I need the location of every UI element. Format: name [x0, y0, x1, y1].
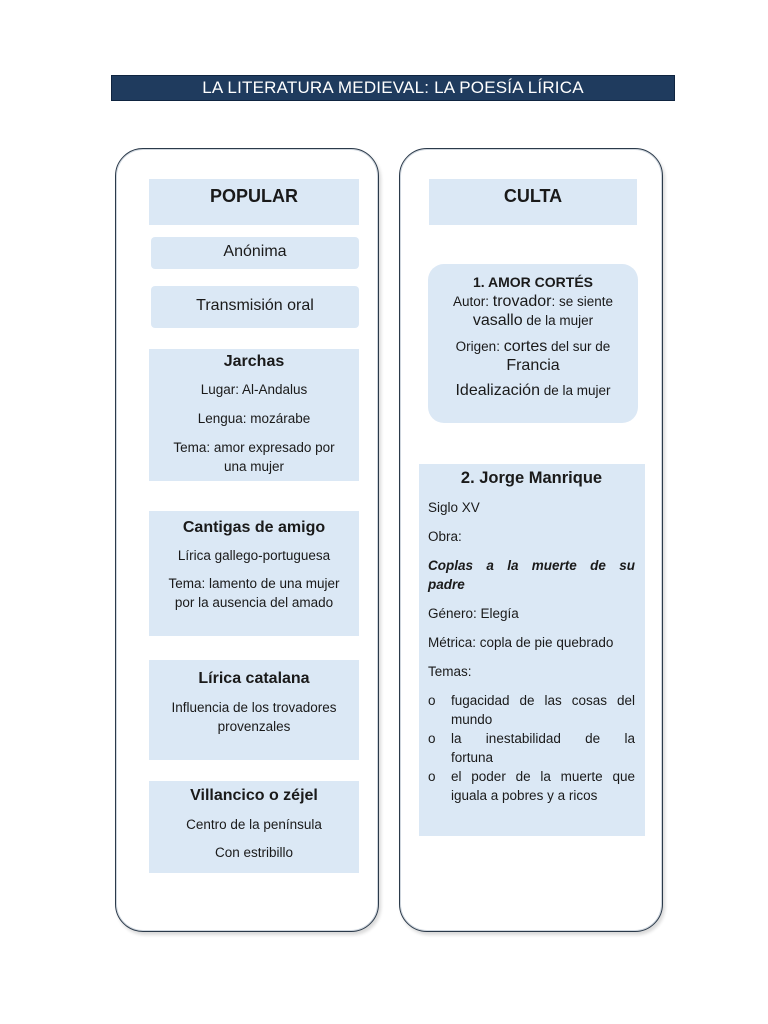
bullet-icon: o: [428, 769, 436, 784]
transmision-box: [151, 286, 359, 328]
tema-item: [428, 729, 635, 767]
autor-word: trovador: [492, 293, 552, 310]
bullet-icon: o: [428, 693, 436, 708]
amor-francia: Francia: [506, 357, 560, 374]
cantigas-tema-line-2: por la ausencia del amado: [174, 595, 334, 610]
tema-line-1: el poder de la muerte que: [451, 769, 635, 784]
manrique-coplas-line-1: Coplas a la muerte de su: [428, 558, 635, 573]
vasallo-word: vasallo: [472, 312, 523, 329]
manrique-genero: Género: Elegía: [428, 606, 519, 621]
origen-rest: del sur de: [547, 339, 611, 354]
villancico-line-2: Con estribillo: [214, 845, 294, 860]
origen-word: cortes: [503, 338, 548, 355]
manrique-temas: Temas:: [428, 664, 472, 679]
manrique-obra: Obra:: [428, 529, 462, 544]
catalana-line-1: Influencia de los trovadores: [171, 700, 337, 715]
vasallo-rest: de la mujer: [522, 313, 594, 328]
cantigas-tema-line-1: Tema: lamento de una mujer: [168, 576, 340, 591]
bullet-icon: o: [428, 731, 436, 746]
tema-line-1: fugacidad de las cosas del: [451, 693, 635, 708]
origen-label: Origen:: [455, 339, 504, 354]
amor-vasallo: [428, 311, 638, 330]
autor-rest: : se siente: [551, 294, 614, 309]
autor-label: Autor:: [452, 294, 493, 309]
culta-header: [429, 179, 637, 225]
popular-column: [115, 148, 379, 932]
jarchas-lengua: Lengua: mozárabe: [197, 411, 311, 426]
popular-header-label: POPULAR: [209, 186, 298, 206]
culta-header-label: CULTA: [503, 186, 563, 206]
tema-item: [428, 691, 635, 729]
idealizacion-word: Idealización: [455, 382, 540, 399]
amor-idealizacion: [428, 381, 638, 400]
tema-line-1: la inestabilidad de la: [451, 731, 635, 746]
anonima-box: [151, 237, 359, 269]
amor-origen: [428, 337, 638, 356]
idealizacion-rest: de la mujer: [539, 383, 611, 398]
amor-autor: [428, 292, 638, 311]
villancico-section: [149, 781, 359, 873]
culta-column: [399, 148, 663, 932]
jarchas-title: Jarchas: [223, 353, 285, 370]
transmision-label: Transmisión oral: [196, 297, 314, 314]
temas-list: [428, 691, 635, 805]
manrique-metrica: Métrica: copla de pie quebrado: [428, 635, 614, 650]
manrique-coplas-line-2: padre: [428, 577, 465, 592]
catalana-section: [149, 660, 359, 760]
tema-item: [428, 767, 635, 805]
tema-line-2: mundo: [451, 712, 493, 727]
manrique-title: 2. Jorge Manrique: [460, 469, 603, 487]
jarchas-tema-line-2: una mujer: [223, 459, 285, 474]
jarchas-section: [149, 349, 359, 481]
villancico-line-1: Centro de la península: [186, 817, 322, 832]
page-title: LA LITERATURA MEDIEVAL: LA POESÍA LÍRICA: [111, 75, 675, 101]
manrique-section: [419, 464, 645, 836]
cantigas-section: [149, 511, 359, 636]
tema-line-2: iguala a pobres y a ricos: [451, 788, 598, 803]
popular-header: [149, 179, 359, 225]
cantigas-title: Cantigas de amigo: [182, 519, 326, 536]
anonima-label: Anónima: [223, 243, 287, 260]
jarchas-tema-line-1: Tema: amor expresado por: [173, 440, 335, 455]
amor-cortes-title: 1. AMOR CORTÉS: [472, 274, 594, 290]
catalana-line-2: provenzales: [217, 719, 291, 734]
jarchas-lugar: Lugar: Al-Andalus: [200, 382, 308, 397]
manrique-siglo: Siglo XV: [428, 500, 480, 515]
tema-line-2: fortuna: [451, 750, 494, 765]
villancico-title: Villancico o zéjel: [190, 787, 318, 804]
catalana-title: Lírica catalana: [198, 670, 310, 687]
cantigas-lirica: Lírica gallego-portuguesa: [177, 548, 331, 563]
amor-cortes-section: [428, 264, 638, 423]
